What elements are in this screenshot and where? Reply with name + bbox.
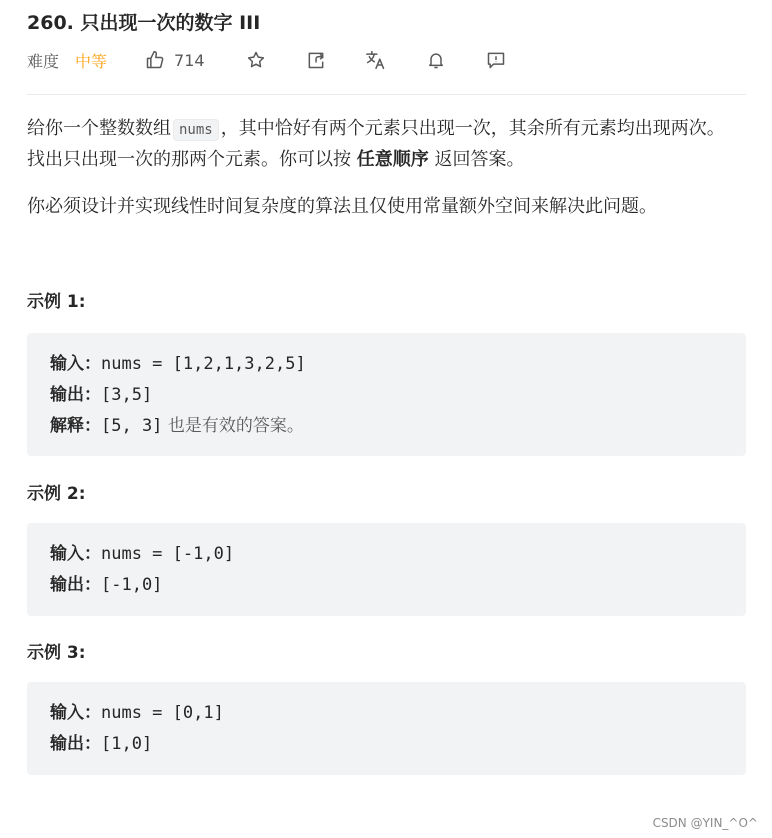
- input-label: 输入：: [50, 354, 101, 374]
- description-text: ，其中恰好有两个元素只出现一次，其余所有元素均出现两次。 找出只出现一次的那两个元素。你可以按: [27, 118, 725, 170]
- star-icon: [246, 50, 266, 70]
- input-label: 输入：: [50, 703, 101, 723]
- explain-code: [5, 3]: [101, 416, 163, 436]
- problem-title: 260. 只出现一次的数字 III: [27, 12, 261, 34]
- example-1-box: [27, 333, 746, 456]
- favorite-button[interactable]: [245, 49, 267, 71]
- output-value: [-1,0]: [101, 575, 163, 595]
- explain-label: 解释：: [50, 416, 101, 436]
- example-2-box: [27, 523, 746, 616]
- input-value: nums = [0,1]: [101, 703, 224, 723]
- output-value: [1,0]: [101, 734, 153, 754]
- like-count: 714: [174, 50, 205, 70]
- example-explain-line: [50, 411, 723, 442]
- difficulty-label: 难度: [27, 51, 60, 71]
- example-output-line: [50, 570, 723, 601]
- feedback-button[interactable]: [485, 49, 507, 71]
- problem-constraint: 你必须设计并实现线性时间复杂度的算法且仅使用常量额外空间来解决此问题。: [27, 196, 657, 217]
- example-input-line: [50, 698, 723, 729]
- watermark: CSDN @YIN_^O^: [652, 816, 758, 830]
- input-label: 输入：: [50, 544, 101, 564]
- share-icon: [306, 50, 326, 70]
- example-1-title: 示例 1:: [27, 292, 86, 312]
- problem-meta-bar: [27, 47, 545, 73]
- output-label: 输出：: [50, 734, 101, 754]
- example-output-line: [50, 380, 723, 411]
- example-2-title: 示例 2:: [27, 484, 86, 504]
- inline-code-nums: nums: [173, 119, 219, 141]
- explain-text: 也是有效的答案。: [167, 416, 304, 436]
- like-button[interactable]: [145, 50, 205, 70]
- problem-description: [27, 114, 737, 174]
- input-value: nums = [1,2,1,3,2,5]: [101, 354, 306, 374]
- share-button[interactable]: [305, 49, 327, 71]
- description-text: 给你一个整数数组: [27, 118, 171, 139]
- emphasis-text: 任意顺序: [356, 149, 429, 170]
- example-input-line: [50, 349, 723, 380]
- example-input-line: [50, 539, 723, 570]
- example-3-box: [27, 682, 746, 775]
- output-label: 输出：: [50, 385, 101, 405]
- input-value: nums = [-1,0]: [101, 544, 235, 564]
- feedback-icon: [486, 50, 506, 70]
- translate-button[interactable]: [365, 49, 387, 71]
- thumbs-up-icon: [145, 50, 165, 70]
- header-divider: [27, 94, 746, 95]
- difficulty-badge: 中等: [75, 51, 108, 71]
- notification-button[interactable]: [425, 49, 447, 71]
- output-value: [3,5]: [101, 385, 153, 405]
- description-text: 返回答案。: [434, 149, 525, 170]
- example-output-line: [50, 729, 723, 760]
- example-3-title: 示例 3:: [27, 643, 86, 663]
- bell-icon: [426, 50, 446, 70]
- output-label: 输出：: [50, 575, 101, 595]
- translate-icon: [365, 50, 387, 70]
